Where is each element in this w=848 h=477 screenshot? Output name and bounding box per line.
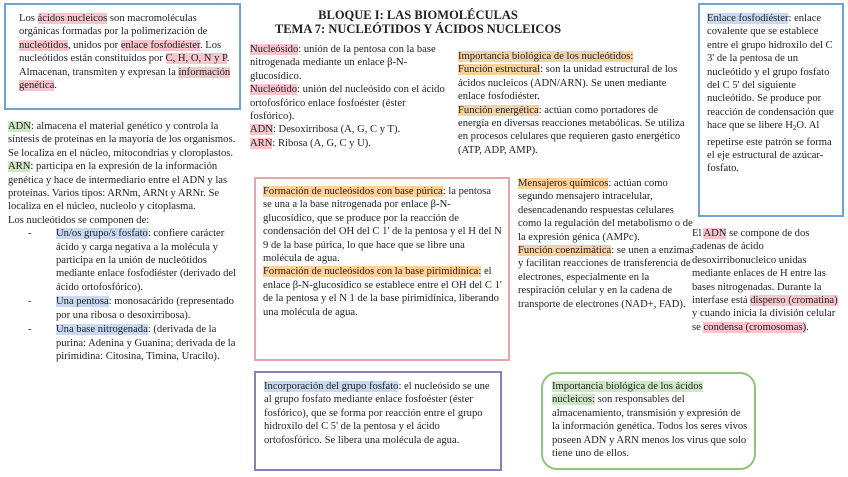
nucleotido-text: : unión del nucleósido con el ácido ortofosfórico enlace fosfoéster (éster fosfórico). (250, 84, 445, 123)
enlace-text (707, 12, 837, 176)
formacion-purica-text: : la pentosa se una a la base nitrogenada por enlace β-N-glucosídico, que se produce por la reacción de condensación del OH del C 1' de la pentosa y el H del N 9 de la base púrica, lo que hace que se libre una molécula de agua. (263, 186, 502, 265)
funcion-estructural-label: Función estructural (458, 64, 541, 76)
mensajeros-quimicos (518, 177, 696, 244)
adn-sugar-text: : Desoxirribosa (A, G, C y T). (272, 124, 401, 136)
nucleosido-paragraph (250, 43, 450, 83)
funcion-coenzimatica-label: Función coenzimática (518, 245, 612, 257)
adn-structure-key-disperso: disperso (cromatina) (750, 295, 838, 307)
nucleotido-label: Nucleótido (250, 84, 298, 96)
arn-sugar-label: ARN (250, 137, 273, 149)
title-line-1: BLOQUE I: LAS BIOMOLÉCULAS (318, 8, 518, 22)
formacion-pirimidinica (263, 265, 502, 319)
arn-sugar-text: : Ribosa (A, G, C y U). (272, 137, 371, 149)
incorporacion-text (264, 380, 493, 447)
adn-structure-text (692, 227, 842, 334)
acidos-box (541, 372, 756, 470)
intro-key-info: información genética (19, 66, 231, 92)
intro-text-4: . Los nucleótidos están constituidos por (19, 39, 222, 65)
enlace-subscript: 2 (792, 124, 797, 133)
formacion-purica-label: Formación de nucleósidos con base púrica (263, 186, 443, 197)
adn-structure-3: y cuando inicia la división celular se (692, 308, 836, 333)
arn-sugar-line (250, 137, 450, 150)
funcion-coenzimatica (518, 244, 696, 311)
intro-key-nucleotidos: nucleótidos (19, 39, 68, 51)
funcion-estructural (458, 63, 688, 103)
enlace-body-a: : enlace covalente que se establece entre el grupo hidroxilo del C 3' de la pentosa de un nucleótido y el grupo fosfato del C 5' del siguiente nucleótido. Se produce por reacción de condensación que hace que se libere H (707, 13, 834, 132)
nucleosido-block (250, 43, 450, 150)
adn-structure-block (692, 227, 842, 334)
funcion-energetica-label: Función energética (458, 104, 539, 116)
funcion-coenzimatica-text: : se unen a enzimas y facilitan reacciones de transferencia de electrones, especialmente en la respiración celular y en la cadena de transporte de electrones (NAD+, FAD). (518, 245, 694, 310)
list-dash: - (28, 296, 32, 308)
adn-structure-key-adn: ADN (703, 228, 727, 239)
component-label: Una base nitrogenada (56, 324, 148, 336)
enlace-box (698, 3, 844, 217)
formacion-pirimidinica-label: Formación de nucleósidos con la base pirimidínica: (263, 266, 482, 278)
mensajeros-block (518, 177, 696, 311)
mensajeros-label: Mensajeros químicos (518, 178, 609, 189)
intro-text-6: . (54, 80, 57, 92)
enlace-body-b: O. Al repetirse este patrón se forma el eje estructural de azúcar-fosfato. (707, 120, 832, 175)
adn-sugar-label: ADN (250, 124, 273, 136)
incorporacion-box (254, 371, 502, 471)
intro-key-elements: C, H, O, N y P (165, 53, 227, 65)
adn-structure-4: . (806, 321, 809, 333)
funcion-energetica-text: : actúan como portadores de energía en diversas reacciones metabólicas. Se utiliza en procesos celulares que requieren gasto energético (ATP, ADP, AMP). (458, 104, 685, 156)
intro-text-3: , unidos por (67, 39, 121, 51)
mensajeros-text: : actúan como segundo mensajero intracelular, desencadenando respuestas celulares como la regulación del metabolismo o de la expresión génica (AMPc). (518, 178, 693, 243)
adn-text: : almacena el material genético y controla la síntesis de proteínas en la mayoría de los organismos. Se localiza en el núcleo, mitocondrias y cloroplastos. (8, 121, 236, 159)
intro-text-2: son macromoléculas orgánicas formadas por la polimerización de (19, 13, 208, 38)
list-dash: - (28, 228, 32, 240)
intro-text-5: . Almacenan, transmiten y expresan la (19, 53, 230, 78)
importancia-label: Importancia biológica de los nucleótidos: (458, 51, 634, 62)
adn-structure-2: se compone de dos cadenas de ácido desoxirribonucleico unidas mediante enlaces de H entre las bases nitrogenadas. Durante la interfase está (692, 228, 826, 307)
component-label: Una pentosa (56, 296, 109, 308)
intro-text-1: Los (19, 13, 38, 24)
importancia-block (458, 50, 688, 157)
page-title (268, 8, 568, 36)
intro-text (19, 12, 231, 92)
components-list (8, 227, 246, 363)
nucleotido-paragraph (250, 83, 450, 123)
acidos-label: Importancia biológica de los ácidos nucleicos: (552, 381, 703, 406)
intro-key-enlace: enlace fosfodiéster (120, 39, 200, 51)
acidos-text (552, 380, 748, 460)
list-item (8, 227, 246, 294)
arn-label: ARN (8, 161, 31, 173)
intro-key-acidos: ácidos nucleicos (37, 13, 108, 24)
adn-paragraph (8, 120, 246, 160)
left-column (8, 120, 246, 363)
incorporacion-body: : el nucleósido se une al grupo fosfato mediante enlace fosfoéster (éster fosfórico), que se forma por reacción entre el grupo hidroxilo del C 5' de la pentosa y el ácido ortofosfórico. Se libera una molécula de agua. (264, 381, 490, 446)
importancia-heading (458, 50, 688, 63)
list-dash: - (28, 324, 32, 336)
adn-sugar-line (250, 123, 450, 136)
adn-structure-1: El (692, 228, 704, 239)
funcion-estructural-text: : son la unidad estructural de los ácidos nucleicos (ADN/ARN). Se unen mediante enlace fosfodiéster. (458, 64, 678, 103)
component-label: Un/os grupo/s fosfato (56, 228, 148, 240)
list-item (8, 323, 246, 363)
nucleosido-text: : unión de la pentosa con la base nitrogenada mediante un enlace β-N-glucosídico. (250, 44, 436, 82)
component-text: : confiere carácter ácido y carga negativa a la molécula y participa en la unión de nucleótidos mediante enlace fosfodiéster (derivado del ácido ortofosfórico). (56, 228, 237, 293)
component-text: : (derivada de la purina: Adenina y Guanina; derivada de la pirimidina: Citosina, Timina, Uracilo). (56, 324, 236, 362)
arn-paragraph (8, 160, 246, 214)
adn-structure-key-condensa: condensa (cromosomas) (703, 321, 807, 333)
acidos-body: son responsables del almacenamiento, transmisión y expresión de la información genética. Todos los seres vivos poseen ADN y ARN menos los virus que solo tiene uno de ellos. (552, 394, 748, 460)
adn-label: ADN (8, 121, 31, 132)
list-item (8, 295, 246, 322)
intro-box (4, 3, 241, 110)
funcion-energetica (458, 104, 688, 158)
nucleosido-label: Nucleósido (250, 44, 299, 55)
title-line-2: TEMA 7: NUCLEÓTIDOS Y ÁCIDOS NUCLEICOS (274, 22, 562, 36)
arn-text: : participa en la expresión de la información genética y hace de intermediario entre el ADN y las proteínas. Varios tipos: ARNm, ARNt y ARNr. Se localiza en el núcleo, nucleolo y citoplasma. (8, 161, 228, 213)
formacion-pirimidinica-text: el enlace β-N-glucosídico se establece entre el OH del C 1' de la pentosa y el N 1 de la base pirimidínica, liberando una molécula de agua. (263, 266, 502, 318)
components-heading: Los nucleótidos se componen de: (8, 214, 150, 226)
formacion-box (254, 177, 510, 361)
formacion-purica (263, 185, 502, 265)
component-text: : monosacárido (representado por una ribosa o desoxirribosa). (56, 296, 234, 321)
incorporacion-label: Incorporación del grupo fosfato (264, 381, 399, 392)
enlace-label: Enlace fosfodiéster (707, 13, 789, 24)
